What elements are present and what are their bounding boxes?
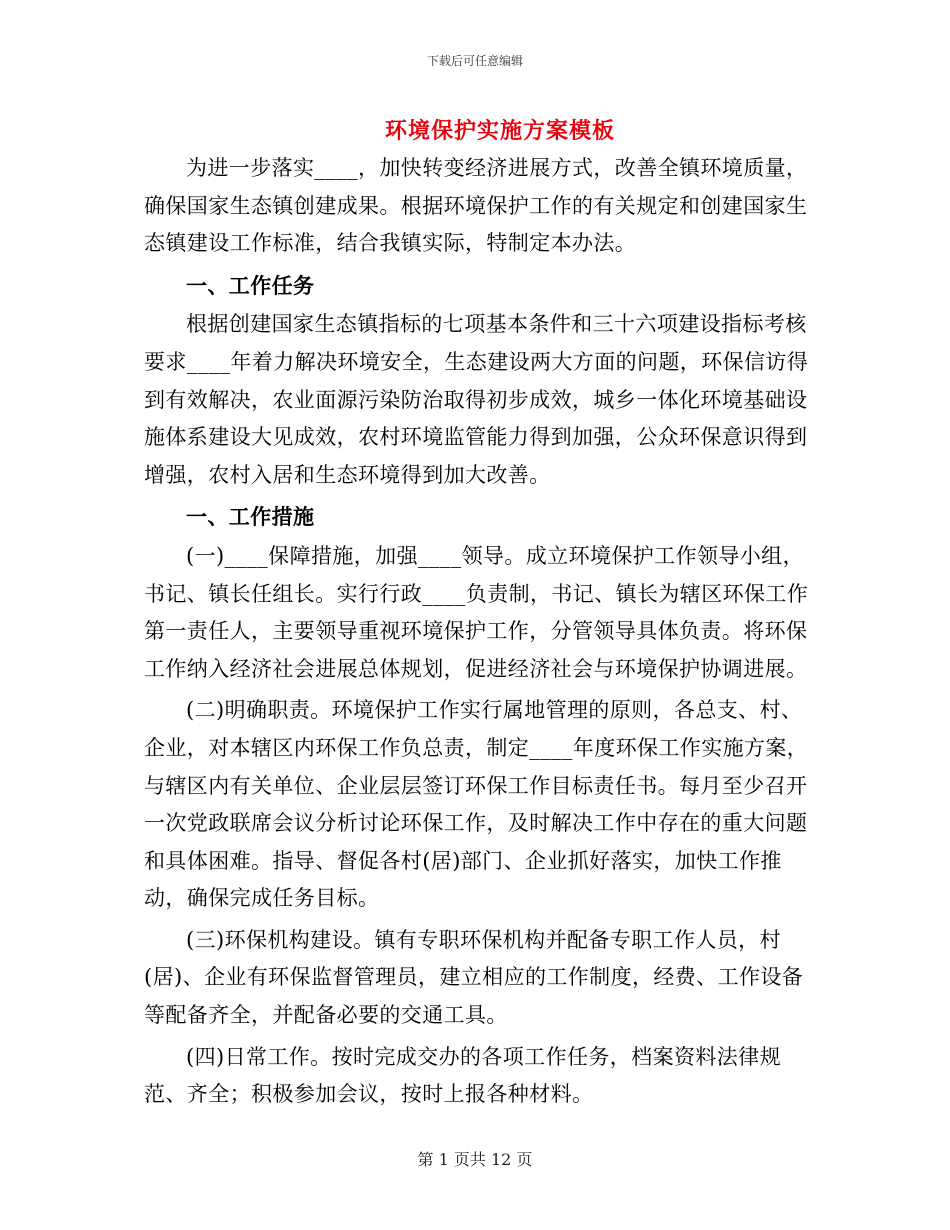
paragraph-measure-2: (二)明确职责。环境保护工作实行属地管理的原则，各总支、村、企业，对本辖区内环保工作负总责，制定____年度环保工作实施方案，与辖区内有关单位、企业层层签订环保工作目标责任书。每月至少召开一次党政联席会议分析讨论环保工作，及时解决工作中存在的重大问题和具体困难。指导、督促各村(居)部门、企业抓好落实，加快工作推动，确保完成任务目标。: [144, 698, 809, 911]
paragraph-tasks: 根据创建国家生态镇指标的七项基本条件和三十六项建设指标考核要求____年着力解决环境安全，生态建设两大方面的问题，环保信访得到有效解决，农业面源污染防治取得初步成效，城乡一体化环境基础设施体系建设大见成效，农村环境监管能力得到加强，公众环保意识得到增强，农村入居和生态环境得到加大改善。: [144, 312, 809, 487]
heading-measures: 一、工作措施: [186, 504, 315, 530]
document-title: 环境保护实施方案模板: [384, 118, 615, 144]
paragraph-measure-3: (三)环保机构建设。镇有专职环保机构并配备专职工作人员，村(居)、企业有环保监督管理员，建立相应的工作制度，经费、工作设备等配备齐全，并配备必要的交通工具。: [144, 927, 804, 1028]
paragraph-measure-1: (一)____保障措施，加强____领导。成立环境保护工作领导小组，书记、镇长任组长。实行行政____负责制，书记、镇长为辖区环保工作第一责任人，主要领导重视环境保护工作，分管领导具体负责。将环保工作纳入经济社会进展总体规划，促进经济社会与环境保护协调进展。: [144, 543, 809, 681]
paragraph-intro: 为进一步落实____，加快转变经济进展方式，改善全镇环境质量，确保国家生态镇创建成果。根据环境保护工作的有关规定和创建国家生态镇建设工作标准，结合我镇实际，特制定本办法。: [144, 156, 808, 256]
document-body: [144, 150, 809, 1114]
page-number-footer: 第 1 页共 12 页: [417, 1150, 533, 1169]
header-note: 下载后可任意编辑: [426, 54, 523, 68]
heading-tasks: 一、工作任务: [186, 272, 315, 298]
paragraph-measure-4: (四)日常工作。按时完成交办的各项工作任务，档案资料法律规范、齐全；积极参加会议，按时上报各种材料。: [144, 1044, 781, 1107]
